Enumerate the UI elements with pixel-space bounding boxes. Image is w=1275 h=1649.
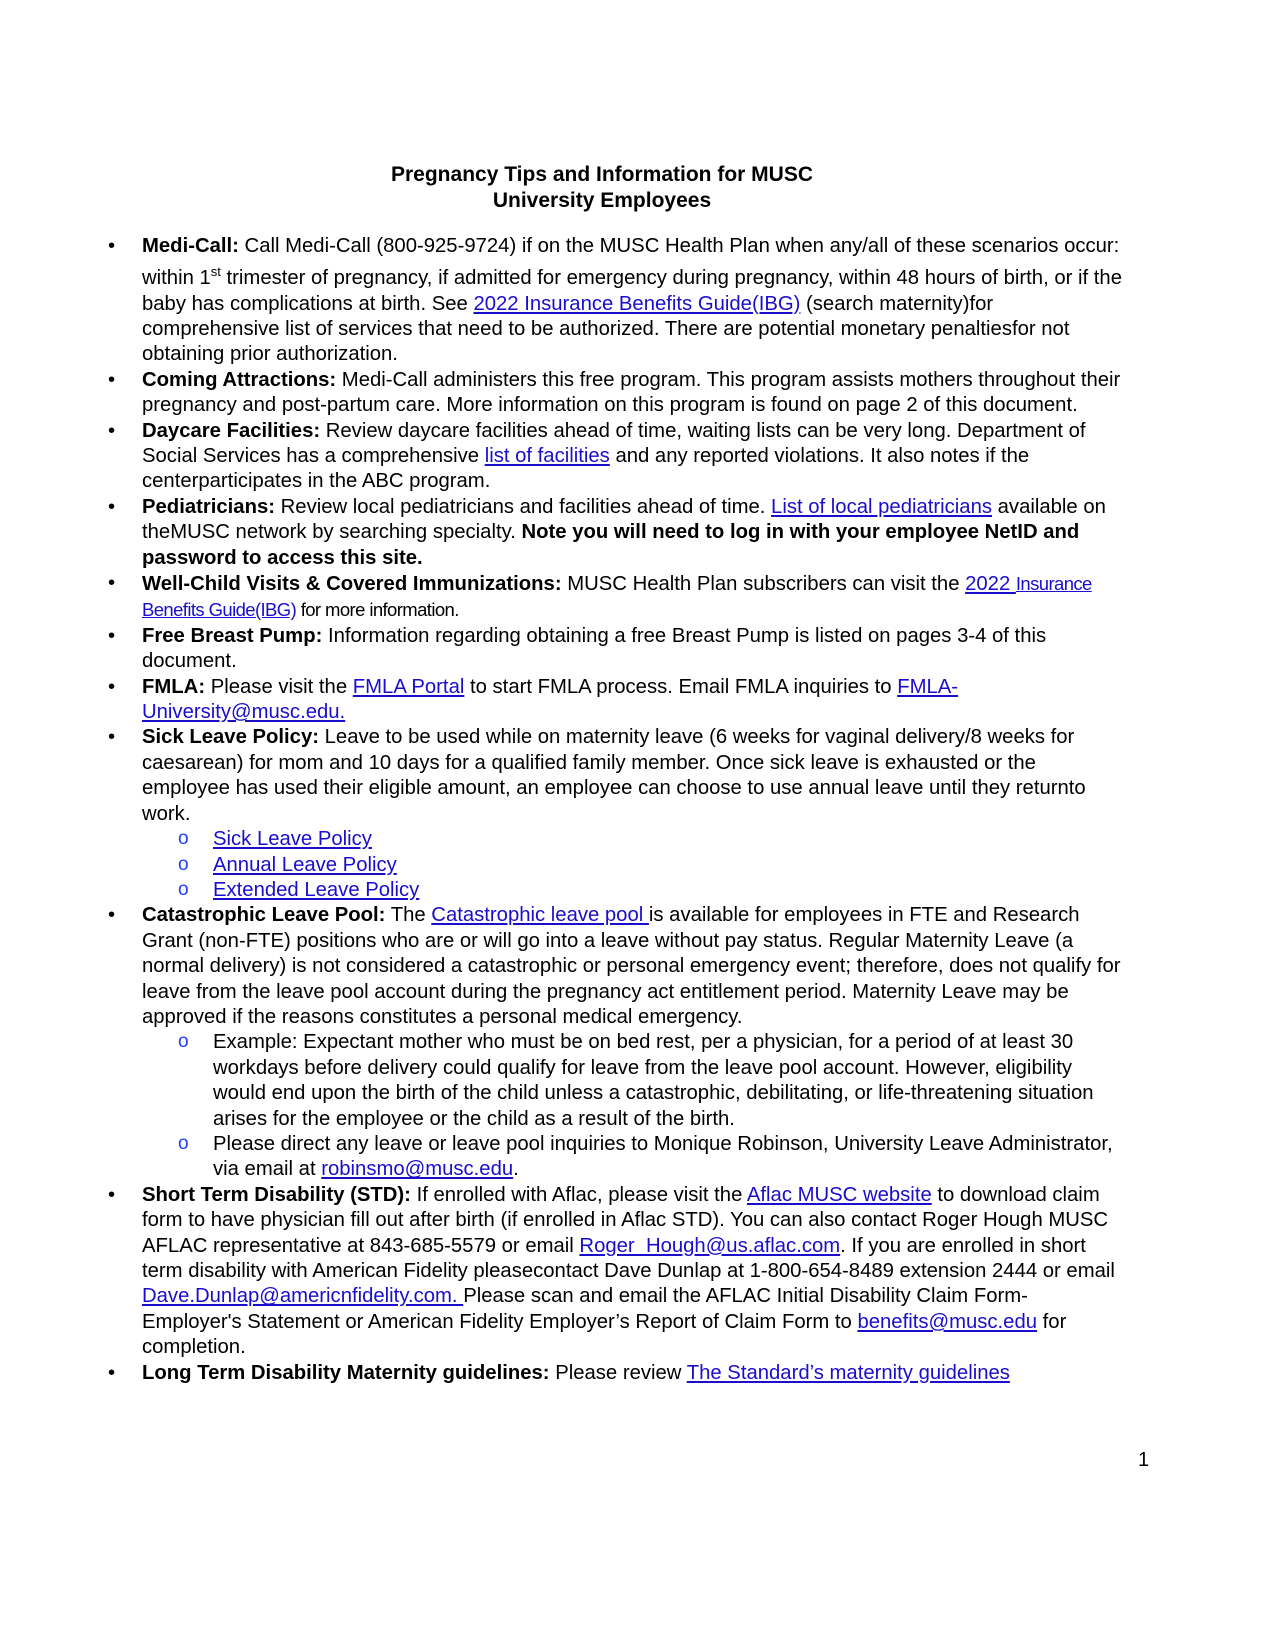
item-label: Short Term Disability (STD): <box>142 1183 411 1206</box>
extended-leave-policy-link[interactable]: Extended Leave Policy <box>213 878 420 901</box>
leave-policy-links <box>142 827 1122 903</box>
item-text: to download claim form to have physician fill out after birth (if enrolled in Aflac STD). You can also contact Roger Hough MUSC AFLAC representative at 843-685-5579 or email <box>142 1183 1109 1257</box>
item-text: Leave to be used while on maternity leave (6 weeks for vaginal delivery/8 weeks for caesarean) for mom and 10 days for a qualified family member. Once sick leave is exhausted or the employee has used their eligible amount, an employee can choose to use annual leave until they returnto work. <box>142 726 1086 825</box>
item-label: Long Term Disability Maternity guidelines: <box>142 1361 550 1384</box>
facilities-link[interactable]: list of facilities <box>484 445 610 468</box>
robinsmo-email-link[interactable]: robinsmo@musc.edu <box>321 1158 514 1181</box>
list-item-fmla <box>142 675 1122 726</box>
annual-leave-policy-link[interactable]: Annual Leave Policy <box>213 853 397 876</box>
item-text: is available for employees in FTE and Research Grant (non-FTE) positions who are or will go into a leave without pay status. Regular Maternity Leave (a normal delivery) is not considered a catastrophic or personal emergency event; therefore, does not qualify for leave from the leave pool account during the pregnancy act entitlement period. Maternity Leave may be approved if the reasons constitutes a personal medical emergency. <box>142 904 1121 1028</box>
item-text: MUSC Health Plan subscribers can visit the <box>561 573 966 596</box>
catastrophic-pool-link[interactable]: Catastrophic leave pool <box>431 904 649 927</box>
item-label: FMLA: <box>142 675 206 698</box>
list-item-daycare <box>142 419 1122 495</box>
standard-guidelines-link[interactable]: The Standard’s maternity guidelines <box>686 1361 1010 1384</box>
item-text: If enrolled with Aflac, please visit the <box>410 1183 747 1206</box>
tips-list <box>142 234 1122 1386</box>
sub-item <box>213 878 1122 903</box>
benefits-email-link[interactable]: benefits@musc.edu <box>857 1310 1038 1333</box>
list-item-well-child <box>142 571 1122 624</box>
title-line-2: University Employees <box>492 189 712 212</box>
item-text: The <box>385 904 432 927</box>
item-text: trimester of pregnancy, if admitted for emergency during pregnancy, within 48 hours of birth, or if the baby has complications at birth. See <box>142 267 1122 315</box>
fmla-email-link[interactable]: FMLA-University@musc.edu. <box>142 675 959 724</box>
title-line-1: Pregnancy Tips and Information for MUSC <box>391 163 813 186</box>
item-text: . If you are enrolled in short term disability with American Fidelity pleasecontact Dave Dunlap at 1-800-654-8489 extension 2444 or email <box>142 1234 1115 1283</box>
sub-item <box>213 827 1122 852</box>
item-text: available on theMUSC network by searching specialty. <box>142 495 1106 544</box>
item-text: Please scan and email the AFLAC Initial Disability Claim Form-Employer's Statement or American Fidelity Employer’s Report of Claim Form to <box>142 1285 1028 1333</box>
list-item-coming-attractions <box>142 368 1122 419</box>
item-text: Please direct any leave or leave pool inquiries to Monique Robinson, University Leave Administrator, via email at <box>213 1132 1113 1181</box>
list-item-sick-leave <box>142 725 1122 903</box>
login-note: Note you will need to log in with your employee NetID and password to access this site. <box>142 521 1080 569</box>
sub-item <box>213 1132 1122 1183</box>
list-item-pediatricians <box>142 495 1122 571</box>
document-title <box>0 162 1204 214</box>
aflac-website-link[interactable]: Aflac MUSC website <box>746 1183 932 1206</box>
roger-email-link[interactable]: Roger_Hough@us.aflac.com <box>579 1234 841 1257</box>
item-text: Please visit the <box>205 675 353 698</box>
item-label: Sick Leave Policy: <box>142 726 319 749</box>
fmla-portal-link[interactable]: FMLA Portal <box>352 675 465 698</box>
list-item-std <box>142 1183 1122 1361</box>
item-text: to start FMLA process. Email FMLA inquiries to <box>464 675 898 698</box>
sick-leave-policy-link[interactable]: Sick Leave Policy <box>213 828 372 851</box>
dave-email-link[interactable]: Dave.Dunlap@americnfidelity.com. <box>142 1285 464 1308</box>
item-text: Review local pediatricians and facilities ahead of time. <box>275 495 772 518</box>
item-text: for completion. <box>142 1310 1067 1359</box>
item-text: Review daycare facilities ahead of time, waiting lists can be very long. Department of Social Services has a comprehensive <box>142 419 1086 468</box>
catastrophic-sub-list <box>142 1030 1122 1182</box>
item-text: Please review <box>549 1361 687 1384</box>
list-item-breast-pump <box>142 624 1122 675</box>
item-text: . <box>513 1158 519 1181</box>
sub-item: o Example: Expectant mother who must be on bed rest, per a physician, for a period of at least 30 workdays before delivery could qualify for leave from the leave pool account. However, eligibility would end upon the birth of the child unless a catastrophic, debilitating, or life-threatening situation arises for the employee or the child as a result of the birth. <box>213 1030 1122 1132</box>
item-label: Medi-Call: <box>142 235 239 257</box>
ibg-link[interactable]: 2022 Insurance Benefits Guide(IBG) <box>473 292 801 315</box>
item-text: Information regarding obtaining a free Breast Pump is listed on pages 3-4 of this document. <box>142 624 1047 673</box>
list-item-medicall <box>142 234 1122 368</box>
list-item-ltd <box>142 1361 1122 1386</box>
item-text: Call Medi-Call (800-925-9724) if on the MUSC Health Plan when any/all of these scenarios occur: within 1 <box>142 235 1120 290</box>
ibg-link-guide[interactable]: Insurance Benefits Guide(IBG) <box>142 573 1092 621</box>
page-number: 1 <box>1138 1449 1150 1471</box>
item-text: Medi-Call administers this free program. This program assists mothers throughout their pregnancy and post-partum care. More information on this program is found on page 2 of this document. <box>142 368 1121 417</box>
superscript: st <box>210 264 221 280</box>
sub-item <box>213 853 1122 878</box>
item-label: Pediatricians: <box>142 495 276 518</box>
ibg-link-year[interactable]: 2022 <box>965 573 1016 596</box>
item-label: Coming Attractions: <box>142 368 337 391</box>
item-label: Free Breast Pump: <box>142 624 323 647</box>
item-label: Catastrophic Leave Pool: <box>142 904 386 927</box>
item-text: and any reported violations. It also notes if the centerparticipates in the ABC program. <box>142 445 1030 493</box>
list-item-catastrophic <box>142 903 1122 1182</box>
item-text: for more information. <box>296 599 459 621</box>
pediatricians-link[interactable]: List of local pediatricians <box>771 495 993 518</box>
item-text: (search maternity)for comprehensive list of services that need to be authorized. There are potential monetary penaltiesfor not obtaining prior authorization. <box>142 292 1070 366</box>
item-label: Daycare Facilities: <box>142 419 321 442</box>
item-label: Well-Child Visits & Covered Immunizations: <box>142 573 562 596</box>
